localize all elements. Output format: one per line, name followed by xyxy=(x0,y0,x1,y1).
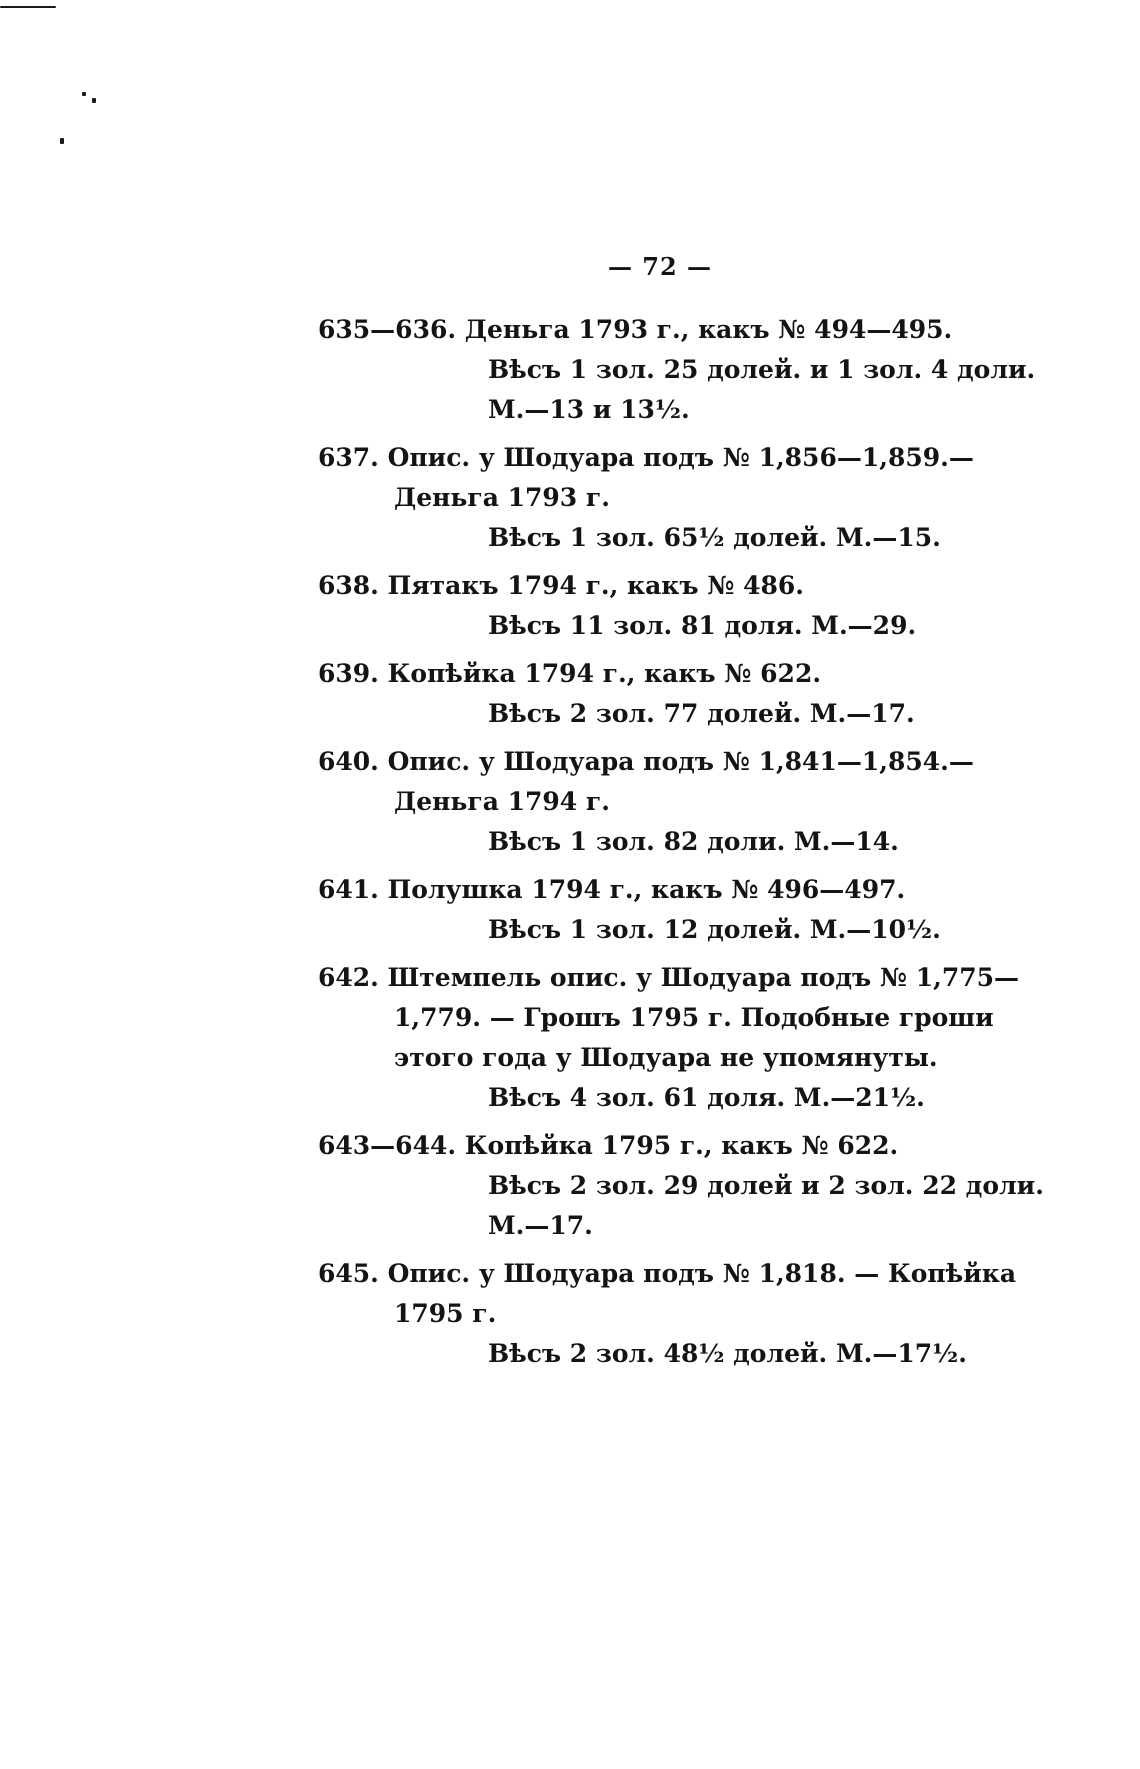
page-number: — 72 — xyxy=(607,252,713,281)
entry-line: 1,779. — Грошъ 1795 г. Подобные гроши xyxy=(394,1003,994,1032)
entry-line: 645. Опис. у Шодуара подъ № 1,818. — Копѣйка xyxy=(318,1259,1017,1288)
entry-weight: М.—13 и 13½. xyxy=(488,395,690,424)
entry-weight: М.—17. xyxy=(488,1211,593,1240)
entry-line: Деньга 1794 г. xyxy=(394,787,610,816)
entry-weight: Вѣсъ 1 зол. 25 долей. и 1 зол. 4 доли. xyxy=(488,355,1036,384)
entry-635-636 xyxy=(318,310,1036,430)
entry-line: 640. Опис. у Шодуара подъ № 1,841—1,854.— xyxy=(318,747,974,776)
entry-639 xyxy=(318,654,1012,734)
entry-line: Деньга 1793 г. xyxy=(394,483,610,512)
entry-643-644 xyxy=(318,1126,1044,1246)
entry-line: 639. Копѣйка 1794 г., какъ № 622. xyxy=(318,659,822,688)
entry-weight: Вѣсъ 2 зол. 48½ долей. М.—17½. xyxy=(488,1339,967,1368)
entry-weight: Вѣсъ 2 зол. 77 долей. М.—17. xyxy=(488,699,915,728)
entry-638 xyxy=(318,566,1012,646)
entry-line: 642. Штемпель опис. у Шодуара подъ № 1,775— xyxy=(318,963,1020,992)
scan-mark-top-left xyxy=(0,6,56,8)
entry-weight: Вѣсъ 1 зол. 82 доли. М.—14. xyxy=(488,827,899,856)
entry-weight: Вѣсъ 4 зол. 61 доля. М.—21½. xyxy=(488,1083,925,1112)
entry-weight: Вѣсъ 11 зол. 81 доля. М.—29. xyxy=(488,611,917,640)
entry-640 xyxy=(318,742,1012,862)
entry-weight: Вѣсъ 2 зол. 29 долей и 2 зол. 22 доли. xyxy=(488,1171,1044,1200)
entry-line: 635—636. Деньга 1793 г., какъ № 494—495. xyxy=(318,315,953,344)
entry-line: 643—644. Копѣйка 1795 г., какъ № 622. xyxy=(318,1131,899,1160)
entry-weight: Вѣсъ 1 зол. 12 долей. М.—10½. xyxy=(488,915,941,944)
entry-line: 637. Опис. у Шодуара подъ № 1,856—1,859.— xyxy=(318,443,974,472)
entry-641 xyxy=(318,870,1012,950)
entry-642 xyxy=(318,958,1020,1118)
entry-line: 641. Полушка 1794 г., какъ № 496—497. xyxy=(318,875,906,904)
entry-645 xyxy=(318,1254,1017,1374)
entry-line: 1795 г. xyxy=(394,1299,497,1328)
scan-speck xyxy=(60,138,64,144)
entry-line: этого года у Шодуара не упомянуты. xyxy=(394,1043,938,1072)
entry-list xyxy=(318,310,1044,1382)
entry-weight: Вѣсъ 1 зол. 65½ долей. М.—15. xyxy=(488,523,941,552)
entry-637 xyxy=(318,438,1012,558)
scan-speck xyxy=(92,98,96,103)
entry-line: 638. Пятакъ 1794 г., какъ № 486. xyxy=(318,571,804,600)
scan-speck xyxy=(82,92,86,96)
